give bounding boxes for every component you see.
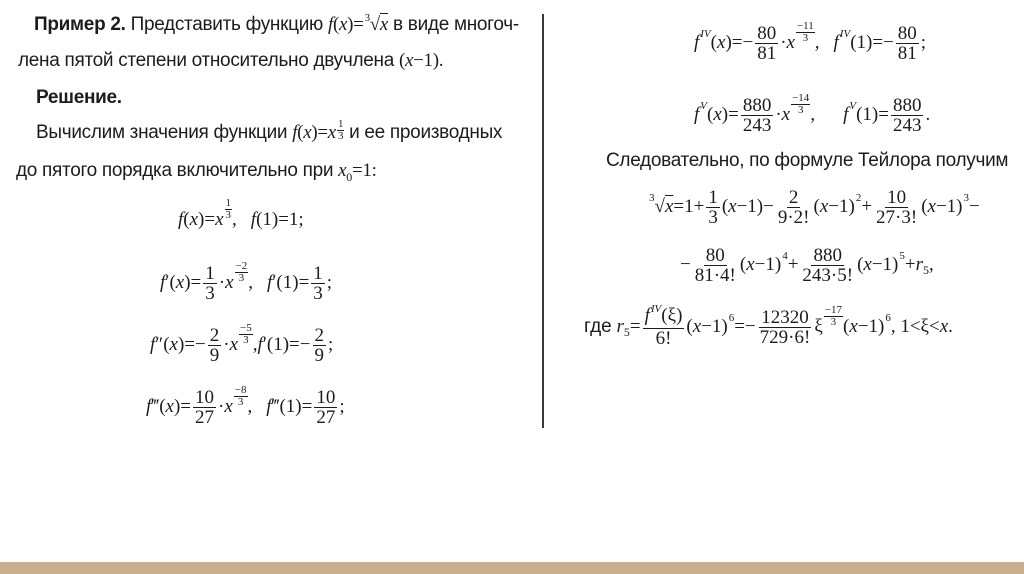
problem-line-1 <box>34 14 519 38</box>
problem-text-1: Представить функцию <box>125 14 328 35</box>
problem-text-1b: в виде многоч- <box>388 14 519 35</box>
taylor-series-line-2: − $\frac{80}{81\cdot 4!}$ ( x −1) 4 + $\frac{880}{243\cdot 5!}$ ( x −1) 5 + r 5 , <box>680 244 934 286</box>
formula-f4: f IV ( x )=− $\frac{80}{81}$ · x $\frac{-11}{3}$ , f IV (1)=− $\frac{80}{81}$ ; <box>694 19 927 64</box>
problem-text-5: до пятого порядка включительно при <box>16 160 339 181</box>
problem-line-5 <box>16 160 377 183</box>
formula-f: f ( x )= x $\frac{1}{3}$ , f (1)=1; <box>178 196 304 230</box>
problem-text-4b: и ее производных <box>344 122 503 143</box>
slide-bottom-bar <box>0 562 1024 574</box>
taylor-series-line-1: 3 √ x =1+ $\frac{1}{3}$ ( x −1)− $\frac{2}{9\cdot 2!}$ ( x −1) 2 + $\frac{10}{27\cdot 3!}$ ( x −1) 3 − <box>649 186 980 228</box>
taylor-intro: Следовательно, по формуле Тейлора получим <box>606 150 1009 171</box>
problem-line-4 <box>36 118 503 153</box>
function-power: f(x)=x $\frac{1}{3}$ <box>292 118 344 143</box>
problem-text-2: лена пятой степени относительно двучлена <box>18 50 399 71</box>
formula-f5: f V ( x )= $\frac{880}{243}$ · x $\frac{-14}{3}$ , f V (1)= $\frac{880}{243}$ . <box>694 91 931 136</box>
solution-heading: Решение. <box>36 87 122 108</box>
formula-f1: f ′( x )= $\frac{1}{3}$ · x $\frac{-2}{3}$ , f ′(1)= $\frac{1}{3}$ ; <box>160 259 333 304</box>
problem-line-2 <box>18 50 443 72</box>
function-definition: f(x)=$^3$√x <box>327 12 389 35</box>
formula-f3: f ‴( x )= $\frac{10}{27}$ · x $\frac{-8}{3}$ , f ‴(1)= $\frac{10}{27}$ ; <box>146 383 345 428</box>
column-divider <box>542 14 544 428</box>
where-label: где <box>584 316 612 337</box>
example-label: Пример 2. <box>34 14 126 35</box>
problem-text-4: Вычислим значения функции <box>36 122 293 143</box>
formula-f2: f ″( x )=− $\frac{2}{9}$ · x $\frac{-5}{3}$ , f ′(1)=− $\frac{2}{9}$ ; <box>150 321 334 366</box>
x0-value: $x_0=1$: <box>338 160 377 184</box>
binomial: (x−1). <box>398 50 444 71</box>
remainder-formula: где r 5 = $\frac{f^{IV}(\xi)}{6!}$ ( x −1) 6 =− $\frac{12320}{729\cdot 6!}$ ξ $\frac{-17}{3}$ ( x −1) 6 , 1<ξ< x . <box>584 303 953 349</box>
